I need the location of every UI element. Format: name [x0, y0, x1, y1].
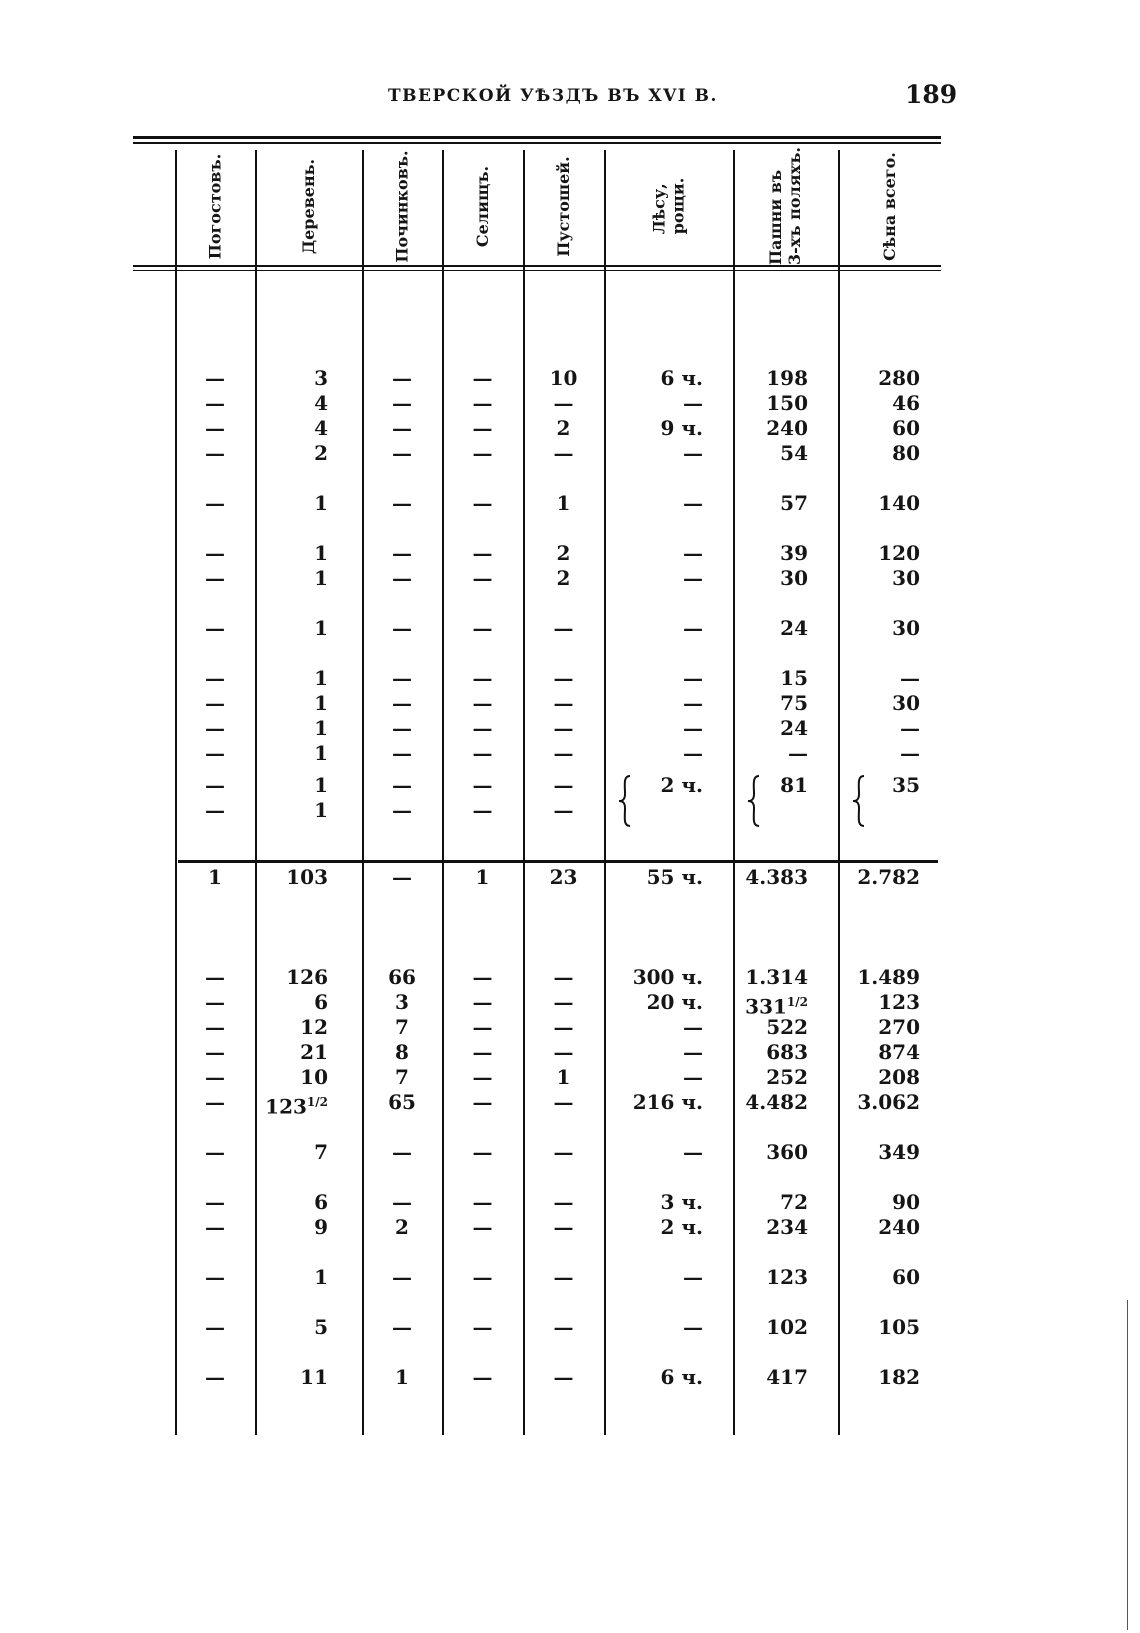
- table-cell: —: [472, 1215, 493, 1239]
- table-cell: 4.482: [745, 1090, 808, 1114]
- table-cell: —: [472, 691, 493, 715]
- table-cell: $123^{1/2}$: [265, 1094, 328, 1119]
- table-cell: —: [553, 1140, 574, 1164]
- table-cell: —: [472, 616, 493, 640]
- table-cell: —: [205, 990, 225, 1014]
- table-cell: —: [900, 716, 920, 740]
- table-cell: —: [205, 1065, 225, 1089]
- table-cell: $331^{1/2}$: [745, 994, 808, 1019]
- table-cell: —: [683, 1265, 703, 1289]
- table-cell: —: [472, 1090, 493, 1114]
- column-header: [175, 150, 255, 262]
- column-rule: [604, 150, 606, 1435]
- table-cell: 1: [475, 865, 490, 889]
- brace-icon: [852, 775, 866, 827]
- table-cell: 216 ч.: [632, 1090, 703, 1114]
- table-cell: 9: [314, 1215, 328, 1239]
- column-rule: [733, 150, 735, 1435]
- table-cell: 1: [395, 1365, 409, 1389]
- column-header: [255, 150, 362, 262]
- scan-edge-line: [1127, 1300, 1128, 1630]
- table-cell: —: [683, 566, 703, 590]
- table-cell: —: [553, 691, 574, 715]
- table-cell: 10: [549, 366, 578, 390]
- table-cell: 20 ч.: [646, 990, 703, 1014]
- table-cell: —: [553, 441, 574, 465]
- table-cell: —: [205, 1090, 225, 1114]
- table-cell: —: [472, 391, 493, 415]
- table-cell: 5: [314, 1315, 328, 1339]
- subtotal-rule: [178, 860, 938, 863]
- table-cell: —: [683, 1315, 703, 1339]
- table-cell: 8: [395, 1040, 409, 1064]
- table-cell: —: [683, 691, 703, 715]
- table-cell: —: [392, 773, 412, 797]
- table-cell: —: [472, 773, 493, 797]
- table-cell: —: [205, 541, 225, 565]
- column-header: [523, 150, 604, 262]
- table-cell: 6: [314, 1190, 328, 1214]
- column-header-label: Селищъ.: [473, 165, 492, 247]
- table-cell: —: [683, 491, 703, 515]
- table-cell: 4: [314, 416, 328, 440]
- table-cell: —: [392, 416, 412, 440]
- table-cell: 65: [388, 1090, 416, 1114]
- table-cell: 2 ч.: [660, 1215, 703, 1239]
- table-cell: 12: [300, 1015, 328, 1039]
- table-cell: —: [205, 691, 225, 715]
- table-cell: 81: [780, 773, 808, 797]
- table-cell: 1: [208, 865, 222, 889]
- table-cell: —: [392, 691, 412, 715]
- table-cell: 360: [766, 1140, 808, 1164]
- column-header-label: Погостовъ.: [205, 153, 225, 259]
- table-cell: 1: [314, 798, 328, 822]
- table-cell: 2: [556, 566, 571, 590]
- table-cell: 1: [314, 491, 328, 515]
- table-cell: —: [472, 491, 493, 515]
- table-cell: 23: [549, 865, 578, 889]
- table-cell: —: [205, 798, 225, 822]
- table-cell: 4: [314, 391, 328, 415]
- table-cell: 6 ч.: [660, 366, 703, 390]
- table-cell: —: [553, 1265, 574, 1289]
- table-cell: 2.782: [857, 865, 920, 889]
- column-rule: [175, 150, 177, 1435]
- table-cell: —: [205, 1140, 225, 1164]
- table-cell: —: [205, 1040, 225, 1064]
- column-header-label: Лѣсу, рощи.: [649, 177, 688, 235]
- column-rule: [523, 150, 525, 1435]
- table-cell: —: [205, 391, 225, 415]
- table-cell: —: [472, 1040, 493, 1064]
- table-cell: —: [683, 616, 703, 640]
- table-cell: 15: [780, 666, 808, 690]
- table-cell: —: [472, 416, 493, 440]
- table-cell: —: [472, 366, 493, 390]
- table-cell: —: [392, 716, 412, 740]
- table-cell: 2: [314, 441, 328, 465]
- table-cell: —: [553, 1190, 574, 1214]
- table-cell: 35: [892, 773, 920, 797]
- table-cell: 1.489: [857, 965, 920, 989]
- table-cell: —: [205, 491, 225, 515]
- table-top-rule: [133, 136, 941, 139]
- table-cell: —: [205, 1015, 225, 1039]
- table-cell: 140: [878, 491, 920, 515]
- table-cell: —: [205, 666, 225, 690]
- table-cell: —: [205, 965, 225, 989]
- table-cell: 240: [766, 416, 808, 440]
- table-cell: —: [472, 990, 493, 1014]
- table-cell: —: [472, 566, 493, 590]
- table-cell: 123: [766, 1265, 808, 1289]
- table-cell: —: [553, 1040, 574, 1064]
- table-cell: 417: [766, 1365, 808, 1389]
- table-cell: 6: [314, 990, 328, 1014]
- table-cell: 102: [766, 1315, 808, 1339]
- table-cell: 9 ч.: [660, 416, 703, 440]
- table-cell: 208: [878, 1065, 920, 1089]
- table-cell: 7: [395, 1065, 409, 1089]
- table-cell: —: [392, 666, 412, 690]
- column-header: [362, 150, 442, 262]
- table-cell: 80: [892, 441, 920, 465]
- table-cell: —: [472, 1015, 493, 1039]
- table-cell: 1.314: [745, 965, 808, 989]
- table-cell: —: [553, 1315, 574, 1339]
- table-cell: —: [683, 391, 703, 415]
- table-cell: —: [683, 716, 703, 740]
- table-cell: —: [553, 1215, 574, 1239]
- table-cell: —: [683, 1040, 703, 1064]
- table-cell: 75: [780, 691, 808, 715]
- table-cell: 1: [314, 566, 328, 590]
- table-cell: 105: [878, 1315, 920, 1339]
- table-cell: —: [553, 666, 574, 690]
- table-cell: —: [900, 741, 920, 765]
- table-cell: 72: [780, 1190, 808, 1214]
- table-cell: —: [205, 716, 225, 740]
- table-cell: 57: [780, 491, 808, 515]
- table-cell: 10: [300, 1065, 328, 1089]
- table-cell: —: [683, 666, 703, 690]
- table-cell: —: [205, 366, 225, 390]
- table-cell: 234: [766, 1215, 808, 1239]
- table-cell: 21: [300, 1040, 328, 1064]
- table-cell: 1: [556, 491, 571, 515]
- table-cell: 3.062: [857, 1090, 920, 1114]
- table-cell: —: [553, 741, 574, 765]
- table-cell: 1: [314, 691, 328, 715]
- table-cell: —: [683, 1065, 703, 1089]
- table-cell: —: [788, 741, 808, 765]
- table-cell: 683: [766, 1040, 808, 1064]
- table-cell: —: [553, 773, 574, 797]
- table-cell: —: [205, 1365, 225, 1389]
- table-cell: 7: [395, 1015, 409, 1039]
- table-cell: 30: [892, 566, 920, 590]
- column-header: [442, 150, 523, 262]
- table-cell: 3: [314, 366, 328, 390]
- table-cell: 2: [556, 541, 571, 565]
- table-cell: 126: [286, 965, 328, 989]
- brace-icon: [747, 775, 761, 827]
- table-cell: —: [392, 491, 412, 515]
- table-cell: 30: [892, 616, 920, 640]
- table-cell: 1: [314, 1265, 328, 1289]
- table-cell: 349: [878, 1140, 920, 1164]
- column-header: [604, 150, 733, 262]
- running-header-title: ТВЕРСКОЙ УѢЗДЪ ВЪ XVI В.: [388, 86, 718, 106]
- table-cell: —: [472, 965, 493, 989]
- table-cell: 6 ч.: [660, 1365, 703, 1389]
- table-cell: —: [553, 616, 574, 640]
- column-rule: [255, 150, 257, 1435]
- table-cell: —: [683, 441, 703, 465]
- table-cell: 4.383: [745, 865, 808, 889]
- table-cell: —: [392, 798, 412, 822]
- table-cell: —: [472, 1315, 493, 1339]
- column-header-label: Пустошей.: [554, 155, 573, 257]
- table-cell: —: [553, 1090, 574, 1114]
- table-cell: 60: [892, 416, 920, 440]
- table-cell: —: [472, 1065, 493, 1089]
- table-cell: 24: [780, 716, 808, 740]
- table-cell: —: [553, 391, 574, 415]
- table-cell: 24: [780, 616, 808, 640]
- table-cell: —: [472, 798, 493, 822]
- table-cell: —: [392, 391, 412, 415]
- column-header-label: Деревень.: [299, 158, 318, 254]
- table-cell: 54: [780, 441, 808, 465]
- table-cell: 60: [892, 1265, 920, 1289]
- table-cell: —: [553, 1365, 574, 1389]
- table-cell: —: [392, 865, 412, 889]
- table-cell: 874: [878, 1040, 920, 1064]
- table-cell: 252: [766, 1065, 808, 1089]
- table-cell: 11: [300, 1365, 328, 1389]
- table-cell: 1: [314, 741, 328, 765]
- table-cell: —: [205, 773, 225, 797]
- table-cell: 46: [892, 391, 920, 415]
- table-cell: 1: [314, 616, 328, 640]
- table-cell: —: [205, 1315, 225, 1339]
- table-cell: 30: [780, 566, 808, 590]
- table-cell: —: [205, 741, 225, 765]
- table-cell: —: [472, 716, 493, 740]
- table-cell: 30: [892, 691, 920, 715]
- table-cell: —: [392, 566, 412, 590]
- table-cell: —: [472, 1190, 493, 1214]
- table-cell: —: [205, 416, 225, 440]
- table-cell: 1: [314, 541, 328, 565]
- table-cell: —: [472, 741, 493, 765]
- column-header: [838, 150, 940, 262]
- table-cell: 1: [314, 666, 328, 690]
- table-cell: —: [392, 1315, 412, 1339]
- table-cell: 240: [878, 1215, 920, 1239]
- table-cell: —: [472, 1140, 493, 1164]
- table-cell: —: [472, 441, 493, 465]
- column-rule: [838, 150, 840, 1435]
- table-cell: 150: [766, 391, 808, 415]
- column-header-label: Починковъ.: [392, 149, 412, 263]
- table-cell: —: [900, 666, 920, 690]
- table-cell: —: [553, 965, 574, 989]
- table-cell: 270: [878, 1015, 920, 1039]
- table-cell: —: [392, 1265, 412, 1289]
- table-cell: 182: [878, 1365, 920, 1389]
- table-cell: —: [205, 1190, 225, 1214]
- table-cell: 198: [766, 366, 808, 390]
- table-cell: —: [392, 441, 412, 465]
- column-rule: [362, 150, 364, 1435]
- table-cell: 2: [395, 1215, 409, 1239]
- table-cell: 522: [766, 1015, 808, 1039]
- table-cell: —: [683, 741, 703, 765]
- table-cell: —: [205, 566, 225, 590]
- table-cell: 90: [892, 1190, 920, 1214]
- table-cell: —: [392, 1190, 412, 1214]
- brace-icon: [618, 775, 632, 827]
- table-top-rule-thin: [133, 142, 941, 144]
- page-number: 189: [905, 80, 958, 109]
- table-cell: 1: [314, 716, 328, 740]
- table-cell: —: [392, 541, 412, 565]
- table-cell: 300 ч.: [632, 965, 703, 989]
- column-header: [733, 146, 838, 266]
- table-cell: —: [683, 541, 703, 565]
- table-cell: 39: [780, 541, 808, 565]
- table-cell: —: [205, 1215, 225, 1239]
- table-cell: 1: [556, 1065, 571, 1089]
- column-rule: [442, 150, 444, 1435]
- table-cell: 123: [878, 990, 920, 1014]
- table-cell: —: [553, 716, 574, 740]
- table-cell: —: [683, 1140, 703, 1164]
- table-cell: 66: [388, 965, 416, 989]
- table-cell: 3: [395, 990, 409, 1014]
- table-cell: 2 ч.: [660, 773, 703, 797]
- table-cell: —: [683, 1015, 703, 1039]
- table-cell: —: [472, 666, 493, 690]
- table-cell: —: [205, 1265, 225, 1289]
- table-cell: 7: [314, 1140, 328, 1164]
- table-cell: —: [392, 1140, 412, 1164]
- table-cell: —: [472, 1265, 493, 1289]
- table-cell: —: [205, 441, 225, 465]
- table-cell: 2: [556, 416, 571, 440]
- table-cell: 280: [878, 366, 920, 390]
- table-cell: 120: [878, 541, 920, 565]
- table-cell: —: [392, 741, 412, 765]
- table-cell: —: [392, 616, 412, 640]
- table-cell: —: [553, 1015, 574, 1039]
- table-cell: 1: [314, 773, 328, 797]
- table-cell: 103: [286, 865, 328, 889]
- column-header-label: Сѣна всего.: [879, 151, 899, 261]
- table-cell: —: [205, 616, 225, 640]
- table-cell: —: [553, 798, 574, 822]
- table-cell: —: [472, 1365, 493, 1389]
- table-cell: 55 ч.: [646, 865, 703, 889]
- table-cell: —: [472, 541, 493, 565]
- table-cell: —: [553, 990, 574, 1014]
- column-header-label: Пашни въ 3-хъ поляхъ.: [766, 146, 805, 266]
- table-cell: 3 ч.: [660, 1190, 703, 1214]
- table-cell: —: [392, 366, 412, 390]
